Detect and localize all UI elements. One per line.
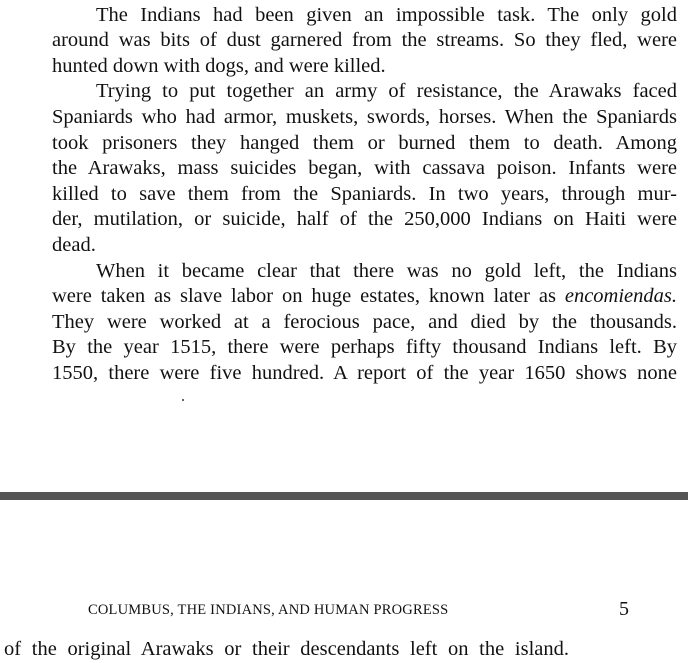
text-span: were taken as slave labor on huge estates, known later as [52, 285, 565, 307]
text-line: When it became clear that there was no gold left, the Indians [96, 260, 677, 282]
text-line: took prisoners they hanged them or burned them to death. Among [52, 132, 677, 154]
text-line: Trying to put together an army of resistance, the Arawaks faced [96, 80, 677, 102]
running-head-text: COLUMBUS, THE INDIANS, AND HUMAN PROGRESS [88, 602, 449, 618]
page-divider [0, 492, 688, 500]
text-line-with-italic [52, 283, 677, 309]
continuation-line: of the original Arawaks or their descendants left on the island. [4, 638, 569, 660]
text-line: Spaniards who had armor, muskets, swords, horses. When the Spaniards [52, 106, 677, 128]
text-line: 1550, there were five hundred. A report of the year 1650 shows none [52, 362, 677, 384]
italic-term: encomiendas. [564, 285, 677, 307]
text-line: hunted down with dogs, and were killed. [52, 55, 386, 77]
text-line: killed to save them from the Spaniards. In two years, through mur- [52, 183, 677, 205]
text-line: They were worked at a ferocious pace, and died by the thousands. [52, 311, 677, 333]
scan-speck [182, 399, 184, 401]
text-line: The Indians had been given an impossible task. The only gold [96, 4, 677, 26]
running-head [88, 600, 448, 620]
text-line: the Arawaks, mass suicides began, with cassava poison. Infants were [52, 157, 677, 179]
page-number: 5 [619, 598, 629, 620]
text-line: around was bits of dust garnered from the streams. So they fled, were [52, 29, 677, 51]
text-line: By the year 1515, there were perhaps fifty thousand Indians left. By [52, 336, 677, 358]
text-line: der, mutilation, or suicide, half of the 250,000 Indians on Haiti were [52, 208, 677, 230]
text-line: dead. [52, 234, 96, 256]
